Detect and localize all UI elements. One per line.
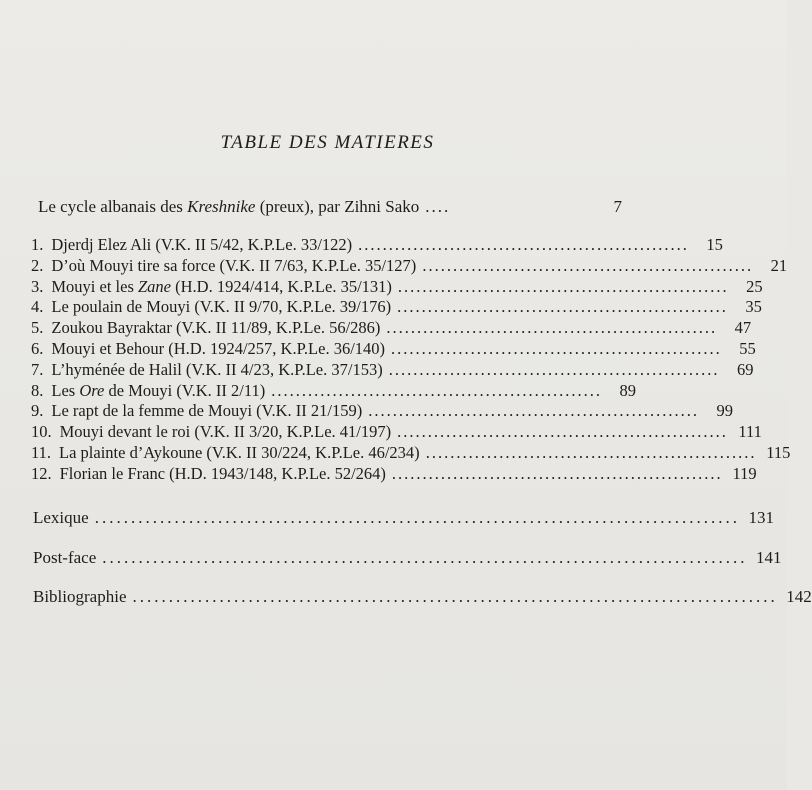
chapter-entry <box>31 422 762 443</box>
chapter-title <box>51 297 391 317</box>
chapter-title-text: Le rapt de la femme de Mouyi (V.K. II 21/159) <box>51 401 363 421</box>
dot-leader: ...................................................... <box>397 297 728 317</box>
page-title: TABLE DES MATIERES <box>220 132 435 153</box>
chapter-number: 10. <box>31 422 52 442</box>
chapter-entry <box>31 463 757 485</box>
dot-leader: ...................................................... <box>271 380 602 400</box>
chapter-number: 9. <box>31 401 44 421</box>
page-number: 111 <box>738 422 762 442</box>
dot-leader: ...................................................... <box>425 442 757 462</box>
chapter-entry <box>31 235 723 256</box>
chapter-title <box>51 235 352 255</box>
chapter-title-text: Djerdj Elez Ali (V.K. II 5/42, K.P.Le. 33/122) <box>51 235 353 254</box>
chapter-title-italic: Zane <box>138 276 171 296</box>
chapter-title-text: L’hyménée de Halil (V.K. II 4/23, K.P.Le. 37/153) <box>51 359 383 379</box>
chapter-number: 5. <box>31 318 44 338</box>
annex-entry-lexique <box>33 508 774 528</box>
dot-leader: ...................................................... <box>388 359 720 379</box>
chapter-title <box>60 464 386 484</box>
chapter-number: 8. <box>31 380 44 400</box>
page-number: 141 <box>756 548 782 567</box>
dot-leader: ...................................................... <box>391 338 722 358</box>
chapter-entry <box>31 359 754 381</box>
chapter-title <box>51 381 265 401</box>
page-number: 99 <box>716 401 733 421</box>
intro-text <box>38 197 419 217</box>
chapter-title <box>51 360 382 380</box>
chapter-title <box>51 277 392 297</box>
chapter-entry <box>31 318 752 339</box>
dot-leader: ...................................................... <box>386 318 718 338</box>
chapter-number: 1. <box>31 235 44 254</box>
chapter-number: 4. <box>31 297 44 317</box>
page-number: 47 <box>734 318 752 338</box>
page-number: 21 <box>770 255 788 275</box>
chapter-title-text: Mouyi et Behour (H.D. 1924/257, K.P.Le. 36/140) <box>51 338 386 358</box>
chapter-title-text: La plainte d’Aykoune (V.K. II 30/224, K.P.Le. 46/234) <box>59 442 420 462</box>
page-number: 142 <box>786 587 812 606</box>
annex-entry-bibliographie <box>33 587 812 607</box>
chapter-number: 3. <box>31 276 44 296</box>
chapter-title-text: Zoukou Bayraktar (V.K. II 11/89, K.P.Le. 56/286) <box>51 318 381 338</box>
chapter-title-text: Les <box>51 380 80 400</box>
chapter-title <box>60 422 392 442</box>
chapter-title-text: Mouyi et les <box>51 276 138 296</box>
page-number: 69 <box>736 359 754 379</box>
chapter-title-suffix: (H.D. 1924/414, K.P.Le. 35/131) <box>171 276 392 296</box>
annex-label: Post-face <box>33 548 97 567</box>
chapter-number: 11. <box>31 442 52 462</box>
chapter-entry <box>31 276 763 298</box>
chapter-list <box>31 235 791 485</box>
dot-leader: ...................................................... <box>397 422 728 442</box>
page-number: 7 <box>613 197 622 216</box>
dot-leader: ...................................................... <box>422 255 754 275</box>
chapter-entry <box>31 338 756 360</box>
chapter-entry <box>31 255 788 277</box>
chapter-title-italic: Ore <box>79 380 105 400</box>
intro-text-before: Le cycle albanais des <box>38 197 188 216</box>
page-number: 15 <box>706 235 723 254</box>
chapter-number: 6. <box>31 338 44 358</box>
chapter-title <box>51 318 380 338</box>
page-number: 119 <box>732 463 757 483</box>
chapter-number: 7. <box>31 359 44 379</box>
chapter-title <box>51 401 362 421</box>
chapter-title-text: Mouyi devant le roi (V.K. II 3/20, K.P.Le. 41/197) <box>59 422 392 442</box>
intro-text-after: (preux), par Zihni Sako <box>255 197 420 216</box>
dot-leader: .... <box>425 197 451 216</box>
chapter-title <box>59 443 420 463</box>
dot-leader: ...................................................... <box>391 463 723 483</box>
page-number: 35 <box>745 297 762 317</box>
page-number: 131 <box>748 508 774 527</box>
page-number: 89 <box>619 380 636 400</box>
chapter-title <box>51 256 416 276</box>
annex-label: Bibliographie <box>33 587 127 606</box>
dot-leader: ...................................................... <box>397 276 729 296</box>
dot-leader: ......................................................................................... <box>102 548 748 567</box>
chapter-title-text: Le poulain de Mouyi (V.K. II 9/70, K.P.Le. 39/176) <box>51 297 392 317</box>
chapter-entry <box>31 401 733 422</box>
chapter-title-text: D’où Mouyi tire sa force (V.K. II 7/63, K.P.Le. 35/127) <box>51 255 417 275</box>
chapter-number: 2. <box>31 255 44 275</box>
dot-leader: ......................................................................................... <box>132 587 778 606</box>
chapter-entry <box>31 442 791 464</box>
page-number: 55 <box>739 338 756 358</box>
page-number: 115 <box>766 442 791 462</box>
page-number: 25 <box>746 276 763 296</box>
dot-leader: ...................................................... <box>358 235 689 254</box>
annex-entry-postface <box>33 548 782 568</box>
chapter-title-text: Florian le Franc (H.D. 1943/148, K.P.Le. 52/264) <box>59 463 386 483</box>
dot-leader: ......................................................................................... <box>94 508 740 527</box>
intro-text-italic: Kreshnike <box>187 197 256 216</box>
chapter-title <box>51 339 385 359</box>
chapter-entry <box>31 297 762 318</box>
intro-entry <box>38 197 622 217</box>
dot-leader: ...................................................... <box>368 401 699 421</box>
chapter-number: 12. <box>31 463 52 483</box>
chapter-title-suffix: de Mouyi (V.K. II 2/11) <box>104 380 266 400</box>
chapter-entry <box>31 380 636 402</box>
annex-label: Lexique <box>33 508 89 527</box>
